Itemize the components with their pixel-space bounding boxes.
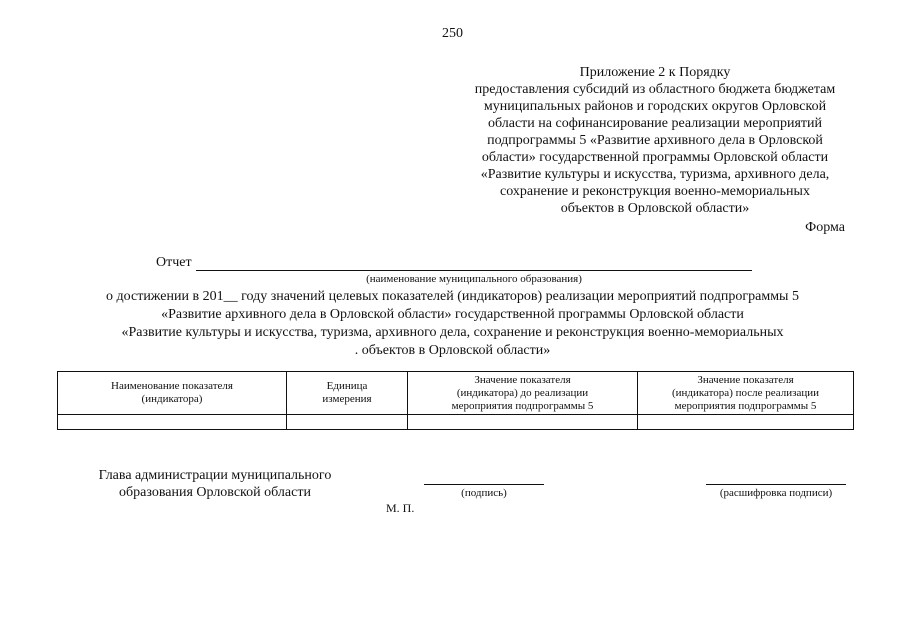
signature-caption: (подпись) bbox=[461, 487, 507, 499]
report-description-line: «Развитие культуры и искусства, туризма, архивного дела, сохранение и реконструкция военно-мемориальных bbox=[121, 325, 784, 340]
table-cell[interactable] bbox=[408, 415, 638, 430]
table-row bbox=[58, 415, 854, 430]
form-label: Форма bbox=[805, 220, 845, 235]
appendix-header bbox=[455, 64, 855, 217]
table-cell[interactable] bbox=[638, 415, 854, 430]
table-cell[interactable] bbox=[287, 415, 408, 430]
municipality-name-line[interactable] bbox=[196, 270, 752, 271]
indicators-table bbox=[57, 371, 854, 430]
appendix-line: подпрограммы 5 «Развитие архивного дела в Орловской bbox=[487, 133, 823, 148]
header-value-before: Значение показателя (индикатора) до реализации мероприятия подпрограммы 5 bbox=[408, 372, 638, 415]
header-value-after: Значение показателя (индикатора) после реализации мероприятия подпрограммы 5 bbox=[638, 372, 854, 415]
report-description bbox=[40, 288, 865, 360]
head-of-administration bbox=[60, 467, 370, 501]
page-number: 250 bbox=[442, 26, 463, 41]
report-description-line: «Развитие архивного дела в Орловской области» государственной программы Орловской области bbox=[161, 307, 744, 322]
report-title-word: Отчет bbox=[156, 255, 192, 270]
appendix-line: области на софинансирование реализации мероприятий bbox=[487, 116, 823, 131]
report-description-line: . объектов в Орловской области» bbox=[354, 343, 551, 358]
appendix-line: муниципальных районов и городских округов Орловской bbox=[483, 99, 827, 114]
appendix-line: «Развитие культуры и искусства, туризма, архивного дела, bbox=[480, 167, 830, 182]
signature-decoding-line[interactable] bbox=[706, 484, 846, 485]
header-indicator-name: Наименование показателя (индикатора) bbox=[58, 372, 287, 415]
report-description-line: о достижении в 201__ году значений целевых показателей (индикаторов) реализации мероприятий подпрограммы 5 bbox=[106, 289, 799, 304]
appendix-line: объектов в Орловской области» bbox=[560, 201, 750, 216]
signature-line[interactable] bbox=[424, 484, 544, 485]
appendix-line: Приложение 2 к Порядку bbox=[579, 65, 731, 80]
appendix-line: предоставления субсидий из областного бюджета бюджетам bbox=[474, 82, 836, 97]
appendix-line: сохранение и реконструкция военно-мемориальных bbox=[500, 184, 810, 199]
head-line: образования Орловской области bbox=[119, 485, 311, 500]
head-line: Глава администрации муниципального bbox=[98, 468, 332, 483]
signature-decoding-caption: (расшифровка подписи) bbox=[719, 487, 833, 499]
municipality-name-caption: (наименование муниципального образования) bbox=[366, 273, 582, 285]
table-header-row bbox=[58, 372, 854, 415]
appendix-line: области» государственной программы Орловской области bbox=[481, 150, 829, 165]
stamp-place: М. П. bbox=[386, 501, 415, 515]
header-unit: Единица измерения bbox=[287, 372, 408, 415]
table-cell[interactable] bbox=[58, 415, 287, 430]
